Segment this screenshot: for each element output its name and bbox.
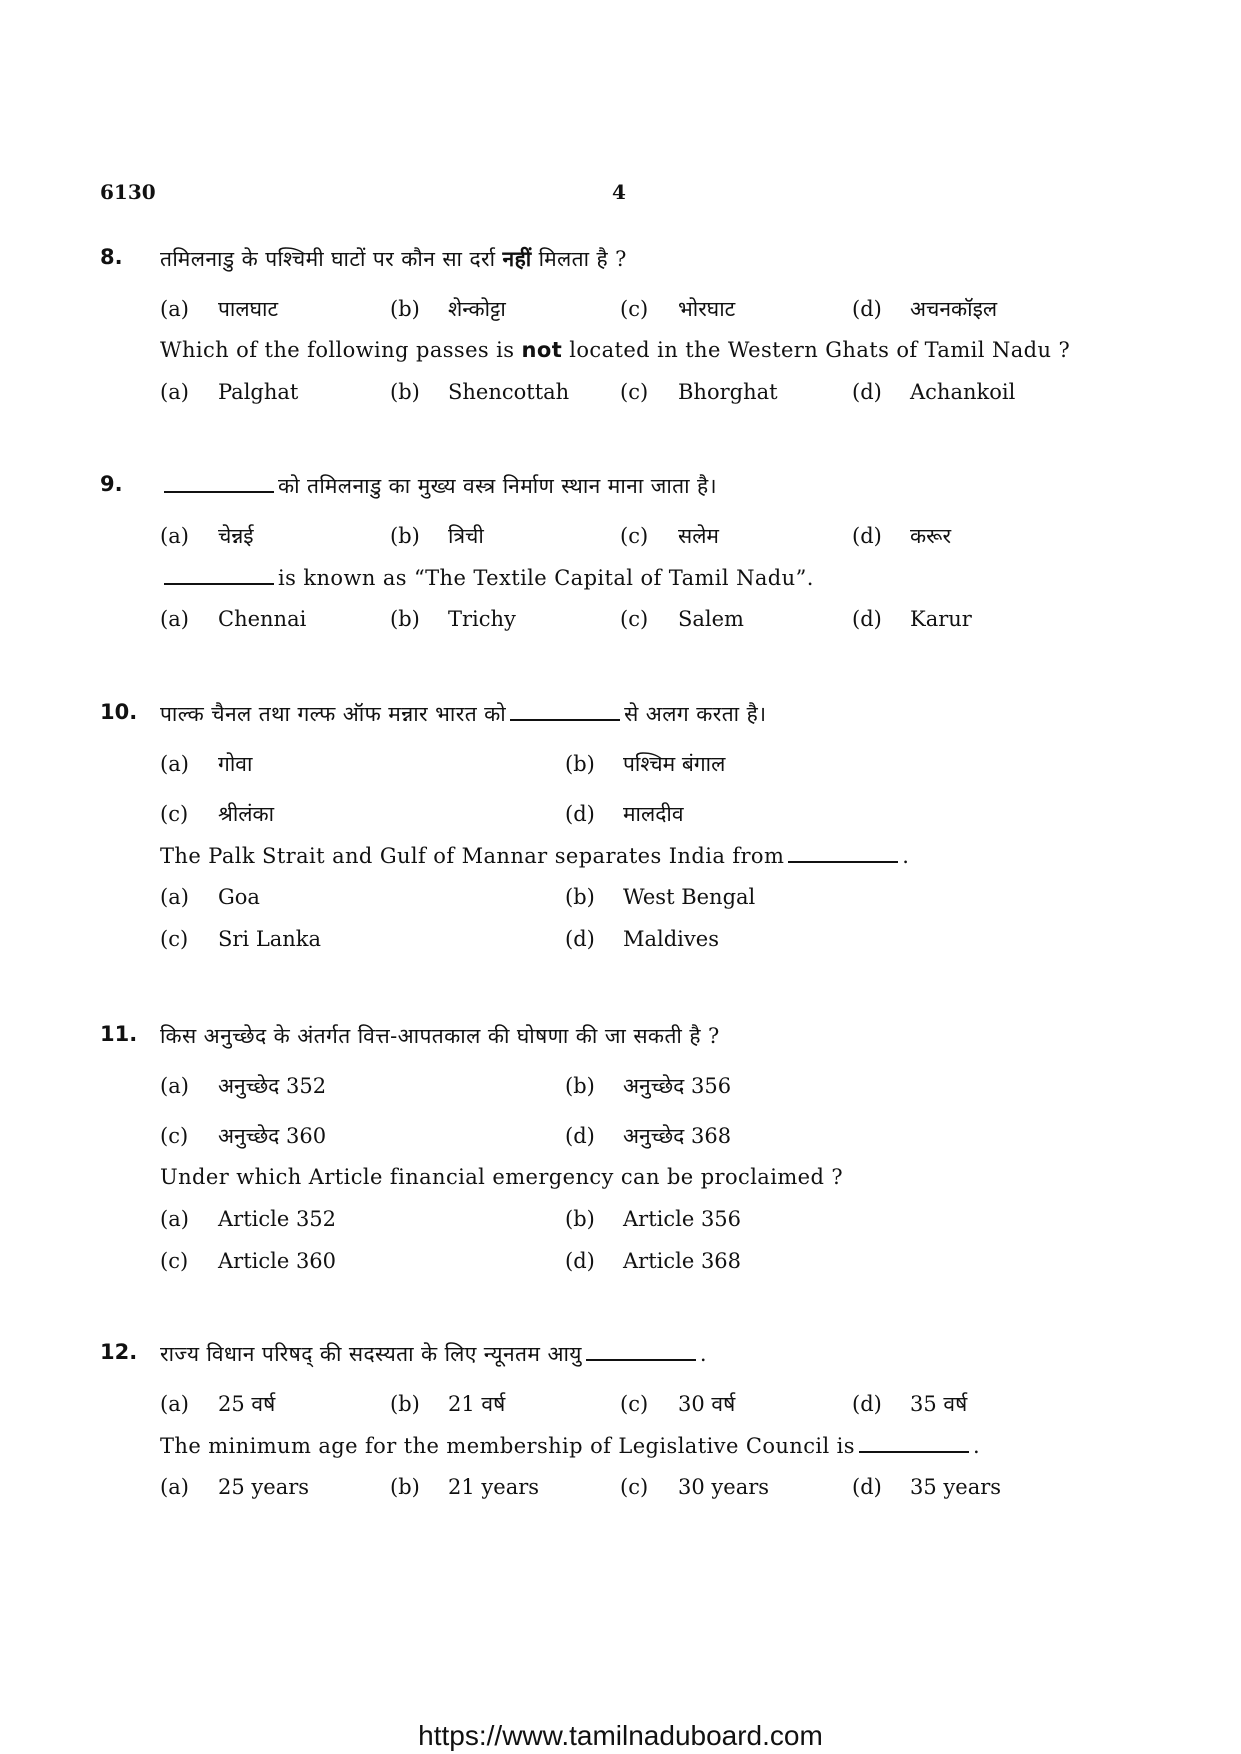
option-b-hindi (390, 295, 506, 323)
option-label: (b) (390, 297, 420, 321)
text-segment: . (699, 1342, 707, 1366)
option-text: अनुच्छेद 368 (623, 1124, 732, 1148)
option-c-english (160, 927, 321, 951)
option-d-english (565, 927, 719, 951)
emphasis-text: not (521, 338, 563, 362)
question-text-english (160, 565, 814, 590)
option-a-english (160, 607, 306, 631)
option-text: Trichy (448, 607, 516, 631)
option-c-hindi (160, 1122, 326, 1150)
option-text: Article 360 (218, 1249, 337, 1273)
option-label: (d) (565, 802, 595, 826)
option-label: (d) (852, 607, 882, 631)
option-c-english (620, 607, 744, 631)
text-segment: located in the Western Ghats of Tamil Nadu ? (562, 338, 1071, 362)
option-label: (b) (390, 380, 420, 404)
option-label: (b) (390, 1475, 420, 1499)
question-number: 12. (100, 1340, 138, 1364)
option-a-english (160, 1475, 309, 1499)
option-text: 30 वर्ष (678, 1392, 736, 1416)
option-label: (a) (160, 1074, 189, 1098)
option-b-english (390, 1475, 539, 1499)
option-text: Salem (678, 607, 744, 631)
option-label: (a) (160, 1392, 189, 1416)
option-b-english (565, 1207, 741, 1231)
option-label: (a) (160, 607, 189, 631)
option-label: (c) (160, 1124, 189, 1148)
option-c-english (620, 380, 778, 404)
question-text-english (160, 338, 1070, 362)
option-text: Bhorghat (678, 380, 778, 404)
text-segment: राज्य विधान परिषद् की सदस्यता के लिए न्यूनतम आयु (160, 1342, 582, 1366)
option-label: (d) (565, 927, 595, 951)
option-d-hindi (852, 522, 951, 550)
emphasis-text: नहीं (502, 247, 532, 271)
option-c-hindi (620, 295, 735, 323)
option-text: Maldives (623, 927, 719, 951)
option-label: (b) (565, 1074, 595, 1098)
option-label: (b) (390, 524, 420, 548)
option-a-hindi (160, 750, 252, 778)
option-label: (c) (620, 297, 649, 321)
option-text: भोरघाट (678, 297, 736, 321)
question-text-hindi (160, 245, 627, 273)
text-segment: The Palk Strait and Gulf of Mannar separates India from (160, 844, 785, 868)
option-label: (a) (160, 380, 189, 404)
option-b-hindi (565, 750, 725, 778)
option-text: 30 years (678, 1475, 770, 1499)
option-d-english (852, 607, 972, 631)
option-text: चेन्नई (218, 524, 254, 548)
text-segment: is known as “The Textile Capital of Tamil Nadu”. (278, 566, 814, 590)
option-c-english (160, 1249, 336, 1273)
option-b-english (565, 885, 755, 909)
option-a-english (160, 1207, 336, 1231)
page-number: 4 (612, 180, 626, 204)
question-number: 8. (100, 245, 123, 269)
option-text: 21 वर्ष (448, 1392, 506, 1416)
option-text: श्रीलंका (218, 802, 275, 826)
text-segment: Which of the following passes is (160, 338, 522, 362)
answer-blank (164, 473, 274, 493)
question-text-hindi (160, 700, 767, 728)
option-label: (b) (565, 752, 595, 776)
option-text: अनुच्छेद 360 (218, 1124, 327, 1148)
option-label: (a) (160, 885, 189, 909)
answer-blank (788, 843, 898, 863)
question-text-hindi (160, 1340, 707, 1368)
option-label: (b) (390, 607, 420, 631)
option-text: Article 352 (218, 1207, 337, 1231)
option-d-hindi (852, 295, 997, 323)
option-label: (a) (160, 1475, 189, 1499)
option-a-english (160, 380, 298, 404)
option-label: (c) (620, 524, 649, 548)
option-label: (d) (852, 1392, 882, 1416)
question-text-english (160, 843, 909, 868)
answer-blank (586, 1341, 696, 1361)
option-b-hindi (390, 1390, 505, 1418)
option-text: Karur (910, 607, 972, 631)
option-label: (c) (620, 1475, 649, 1499)
question-number: 11. (100, 1022, 138, 1046)
option-b-hindi (390, 522, 484, 550)
paper-code: 6130 (100, 180, 156, 204)
text-segment: मिलता है ? (531, 247, 627, 271)
question-number: 10. (100, 700, 138, 724)
option-b-english (390, 380, 569, 404)
option-text: Goa (218, 885, 260, 909)
option-text: शेन्कोट्टा (448, 297, 506, 321)
text-segment: पाल्क चैनल तथा गल्फ ऑफ मन्नार भारत को (160, 702, 507, 726)
option-text: सलेम (678, 524, 719, 548)
option-text: पालघाट (218, 297, 279, 321)
option-a-english (160, 885, 260, 909)
footer-url[interactable]: https://www.tamilnaduboard.com (418, 1720, 823, 1751)
option-text: 25 years (218, 1475, 310, 1499)
option-label: (b) (390, 1392, 420, 1416)
text-segment: The minimum age for the membership of Legislative Council is (160, 1434, 855, 1458)
option-label: (d) (565, 1124, 595, 1148)
answer-blank (510, 701, 620, 721)
option-label: (c) (160, 802, 189, 826)
question-text-hindi: किस अनुच्छेद के अंतर्गत वित्त-आपतकाल की घोषणा की जा सकती है ? (160, 1024, 720, 1048)
option-label: (a) (160, 297, 189, 321)
option-text: Article 368 (623, 1249, 742, 1273)
option-d-hindi (565, 1122, 731, 1150)
option-c-hindi (620, 1390, 735, 1418)
option-a-hindi (160, 522, 254, 550)
question-text-english (160, 1433, 980, 1458)
option-text: 25 वर्ष (218, 1392, 276, 1416)
option-label: (d) (852, 380, 882, 404)
option-text: पश्चिम बंगाल (623, 752, 726, 776)
option-label: (d) (852, 1475, 882, 1499)
option-text: Shencottah (448, 380, 570, 404)
option-label: (b) (565, 1207, 595, 1231)
text-segment: तमिलनाडु के पश्चिमी घाटों पर कौन सा दर्रा (160, 247, 503, 271)
option-label: (a) (160, 524, 189, 548)
option-label: (a) (160, 752, 189, 776)
option-text: मालदीव (623, 802, 684, 826)
option-text: Palghat (218, 380, 299, 404)
text-segment: से अलग करता है। (624, 702, 767, 726)
option-a-hindi (160, 295, 278, 323)
text-segment: को तमिलनाडु का मुख्य वस्त्र निर्माण स्थान माना जाता है। (278, 474, 717, 498)
option-text: अनुच्छेद 356 (623, 1074, 732, 1098)
option-d-hindi (852, 1390, 967, 1418)
option-a-hindi (160, 1072, 326, 1100)
option-text: Achankoil (910, 380, 1016, 404)
option-text: Article 356 (623, 1207, 742, 1231)
option-text: 35 वर्ष (910, 1392, 968, 1416)
option-a-hindi (160, 1390, 275, 1418)
option-b-hindi (565, 1072, 731, 1100)
option-label: (c) (620, 607, 649, 631)
option-b-english (390, 607, 516, 631)
option-label: (d) (852, 524, 882, 548)
option-label: (d) (852, 297, 882, 321)
option-label: (c) (160, 927, 189, 951)
option-text: त्रिची (448, 524, 484, 548)
option-d-english (852, 1475, 1001, 1499)
question-text-hindi (160, 472, 717, 500)
option-d-hindi (565, 800, 684, 828)
answer-blank (164, 565, 274, 585)
option-c-english (620, 1475, 769, 1499)
option-text: अनुच्छेद 352 (218, 1074, 327, 1098)
option-label: (d) (565, 1249, 595, 1273)
option-text: 35 years (910, 1475, 1002, 1499)
question-number: 9. (100, 472, 123, 496)
option-text: अचनकॉइल (910, 297, 998, 321)
option-d-english (565, 1249, 741, 1273)
option-text: Chennai (218, 607, 307, 631)
option-c-hindi (160, 800, 274, 828)
text-segment: . (902, 844, 910, 868)
question-text-english: Under which Article financial emergency can be proclaimed ? (160, 1165, 844, 1189)
option-label: (b) (565, 885, 595, 909)
option-label: (c) (160, 1249, 189, 1273)
option-label: (c) (620, 1392, 649, 1416)
option-text: गोवा (218, 752, 253, 776)
option-d-english (852, 380, 1015, 404)
option-text: Sri Lanka (218, 927, 322, 951)
option-text: करूर (910, 524, 952, 548)
option-c-hindi (620, 522, 719, 550)
option-text: West Bengal (623, 885, 756, 909)
option-text: 21 years (448, 1475, 540, 1499)
option-label: (a) (160, 1207, 189, 1231)
option-label: (c) (620, 380, 649, 404)
text-segment: . (972, 1434, 981, 1458)
answer-blank (859, 1433, 969, 1453)
